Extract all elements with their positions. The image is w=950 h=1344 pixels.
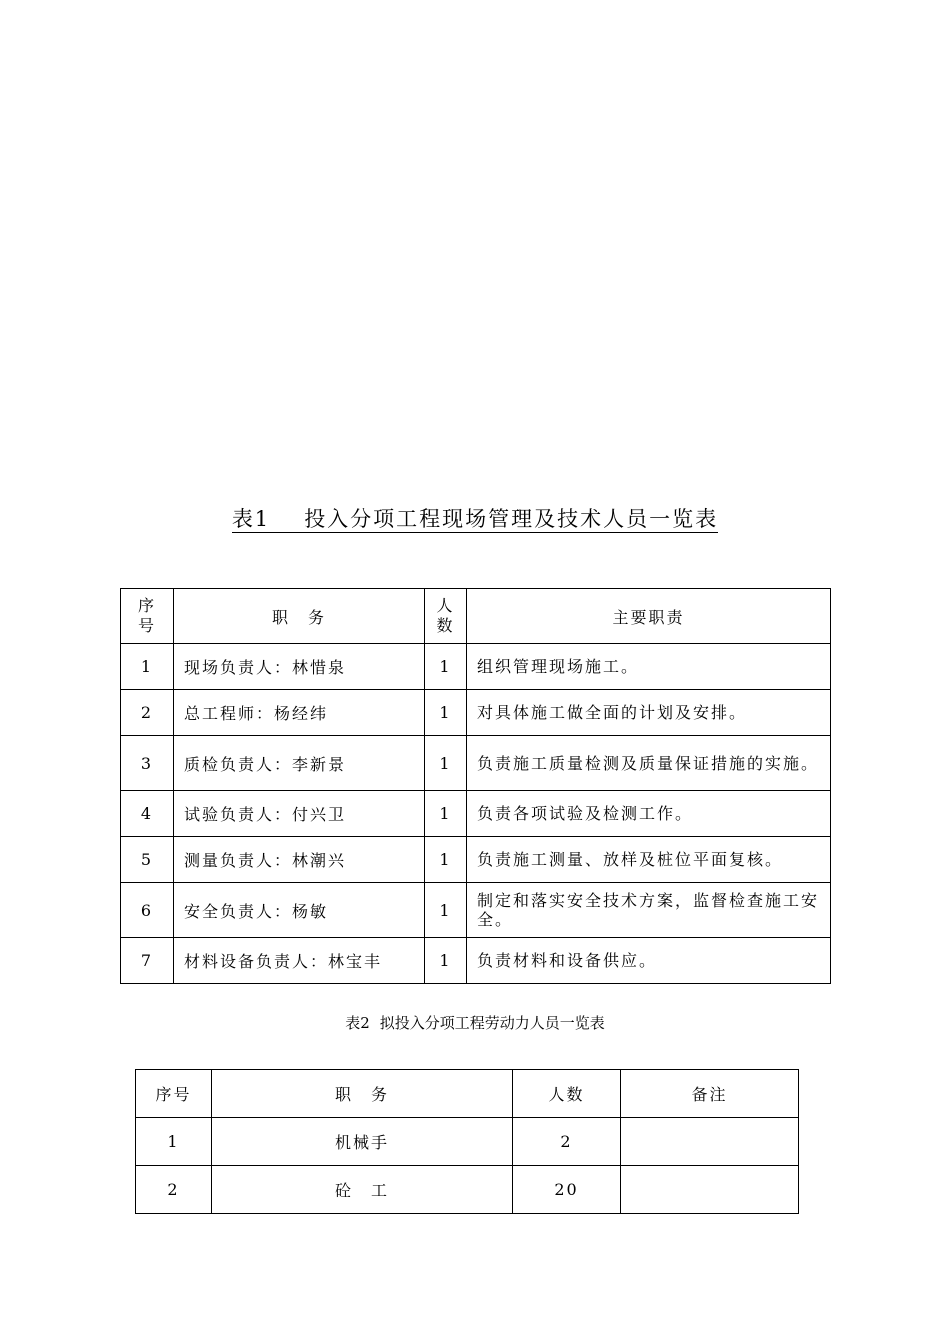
row-count: 1	[425, 791, 467, 837]
header-count: 人数	[513, 1070, 621, 1118]
table-row	[121, 837, 831, 883]
table-row	[136, 1118, 799, 1166]
row-count: 20	[513, 1166, 621, 1214]
row-count: 1	[425, 690, 467, 736]
row-index: 2	[121, 690, 174, 736]
row-index: 1	[121, 644, 174, 690]
row-position: 测量负责人：林潮兴	[174, 837, 425, 883]
table1-title-text: 投入分项工程现场管理及技术人员一览表	[304, 507, 719, 531]
labor-staff-table	[135, 1069, 799, 1214]
row-duty: 对具体施工做全面的计划及安排。	[467, 690, 831, 736]
row-index: 6	[121, 883, 174, 938]
table1-title	[0, 503, 950, 533]
header-position: 职 务	[212, 1070, 513, 1118]
table-row	[121, 938, 831, 984]
row-count: 2	[513, 1118, 621, 1166]
table2-title	[0, 1012, 950, 1033]
header-count: 人 数	[425, 589, 467, 644]
table-header-row	[136, 1070, 799, 1118]
row-index: 1	[136, 1118, 212, 1166]
management-staff-table	[120, 588, 831, 984]
row-index: 7	[121, 938, 174, 984]
row-duty: 负责各项试验及检测工作。	[467, 791, 831, 837]
table-header-row	[121, 589, 831, 644]
table1-title-prefix: 表1	[231, 507, 271, 531]
row-count: 1	[425, 837, 467, 883]
row-position: 材料设备负责人：林宝丰	[174, 938, 425, 984]
row-remark	[621, 1166, 799, 1214]
row-count: 1	[425, 736, 467, 791]
row-position: 试验负责人：付兴卫	[174, 791, 425, 837]
row-duty: 负责施工测量、放样及桩位平面复核。	[467, 837, 831, 883]
row-duty: 负责材料和设备供应。	[467, 938, 831, 984]
row-index: 5	[121, 837, 174, 883]
row-duty: 负责施工质量检测及质量保证措施的实施。	[467, 736, 831, 791]
row-index: 2	[136, 1166, 212, 1214]
row-index: 4	[121, 791, 174, 837]
header-index: 序 号	[121, 589, 174, 644]
row-position: 现场负责人：林惜泉	[174, 644, 425, 690]
header-remark: 备注	[621, 1070, 799, 1118]
table2-title-text: 拟投入分项工程劳动力人员一览表	[379, 1014, 605, 1032]
row-count: 1	[425, 883, 467, 938]
table-row	[121, 690, 831, 736]
row-duty: 组织管理现场施工。	[467, 644, 831, 690]
row-count: 1	[425, 644, 467, 690]
table-row	[121, 883, 831, 938]
row-position: 安全负责人：杨敏	[174, 883, 425, 938]
row-position: 质检负责人：李新景	[174, 736, 425, 791]
header-position: 职 务	[174, 589, 425, 644]
header-duty: 主要职责	[467, 589, 831, 644]
row-position: 机械手	[212, 1118, 513, 1166]
table-row	[136, 1166, 799, 1214]
table-row	[121, 644, 831, 690]
row-position: 砼 工	[212, 1166, 513, 1214]
table2-title-prefix: 表2	[345, 1014, 370, 1032]
row-position: 总工程师：杨经纬	[174, 690, 425, 736]
row-remark	[621, 1118, 799, 1166]
header-index: 序号	[136, 1070, 212, 1118]
row-duty: 制定和落实安全技术方案，监督检查施工安全。	[467, 883, 831, 938]
row-count: 1	[425, 938, 467, 984]
row-index: 3	[121, 736, 174, 791]
table-row	[121, 791, 831, 837]
table-row	[121, 736, 831, 791]
